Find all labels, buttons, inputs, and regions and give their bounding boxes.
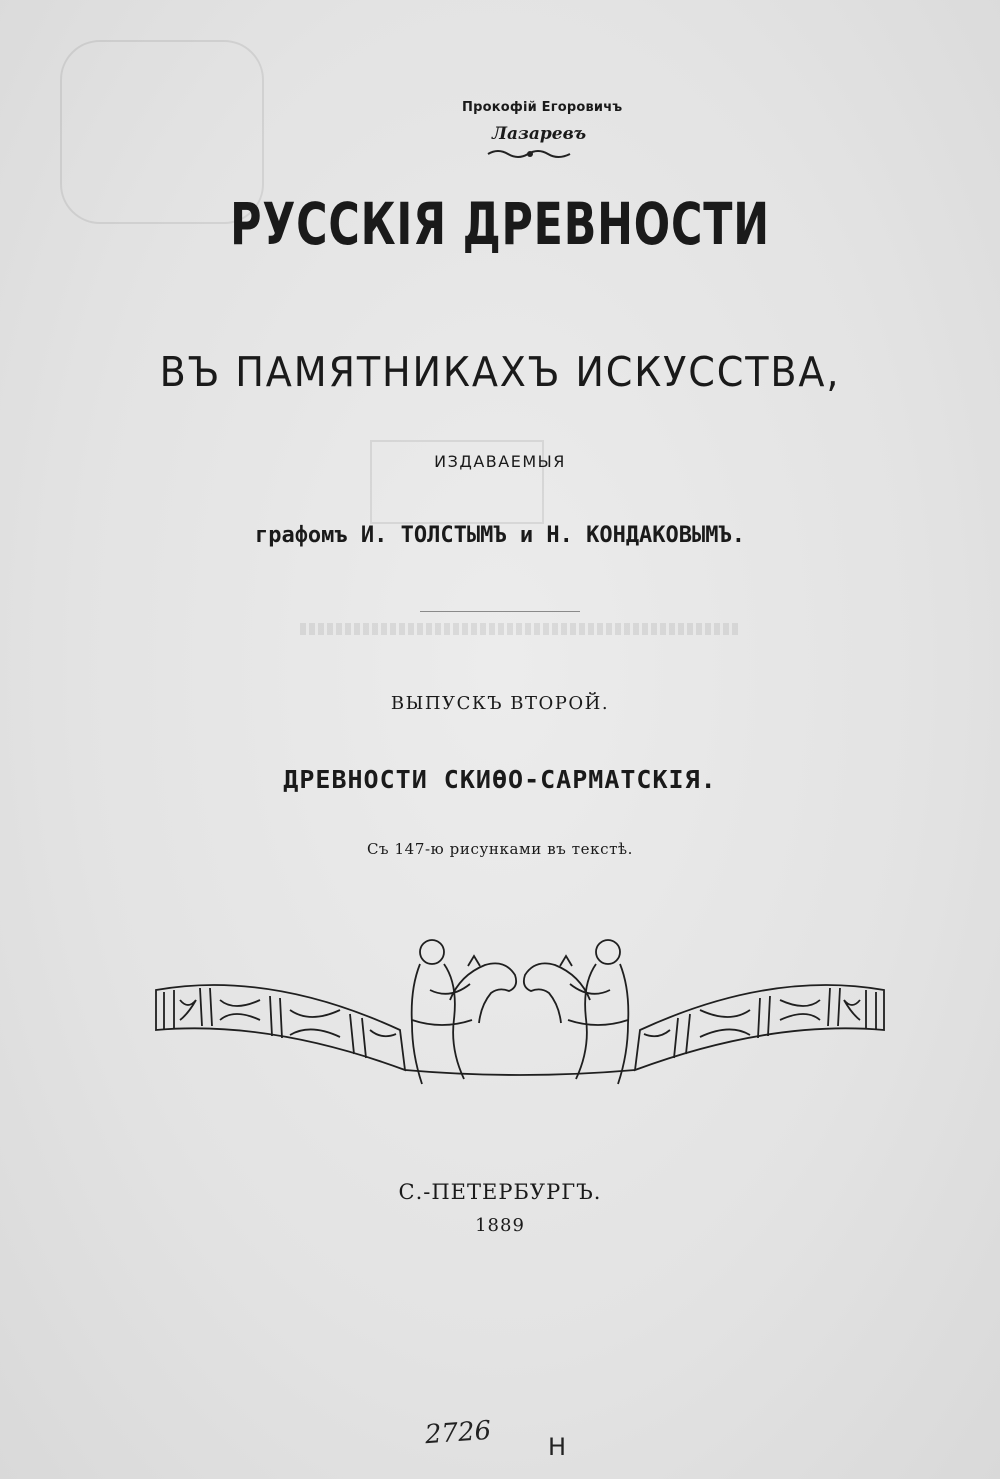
issue-number: ВЫПУСКЪ ВТОРОЙ. <box>390 693 610 714</box>
authors: графомъ И. ТОЛСТЫМЪ и Н. КОНДАКОВЫМЪ. <box>254 523 746 548</box>
stamp-line-1: Прокофій Егоровичъ <box>462 100 623 115</box>
published-by: ИЗДАВАЕМЫЯ <box>434 452 566 471</box>
imprint-city: С.-ПЕТЕРБУРГЪ. <box>398 1180 602 1204</box>
main-title: РУССКІЯ ДРЕВНОСТИ <box>230 190 770 258</box>
owner-stamp <box>440 96 640 166</box>
stamp-line-2: Лазаревъ <box>492 124 587 144</box>
handwritten-number: 2726 <box>424 1415 493 1451</box>
stamp-ornament-icon <box>486 148 576 160</box>
handwritten-letter: Н <box>548 1433 567 1461</box>
divider <box>420 611 580 612</box>
imprint-year: 1889 <box>475 1215 525 1236</box>
subtitle: ВЪ ПАМЯТНИКАХЪ ИСКУССТВА, <box>159 348 841 396</box>
illustrations-note: Съ 147-ю рисунками въ текстѣ. <box>366 840 634 858</box>
issue-subject: ДРЕВНОСТИ СКИѲО-САРМАТСКІЯ. <box>283 765 717 794</box>
scythian-torc-with-horsemen-icon <box>150 930 890 1100</box>
bleed-through-line <box>300 623 740 635</box>
